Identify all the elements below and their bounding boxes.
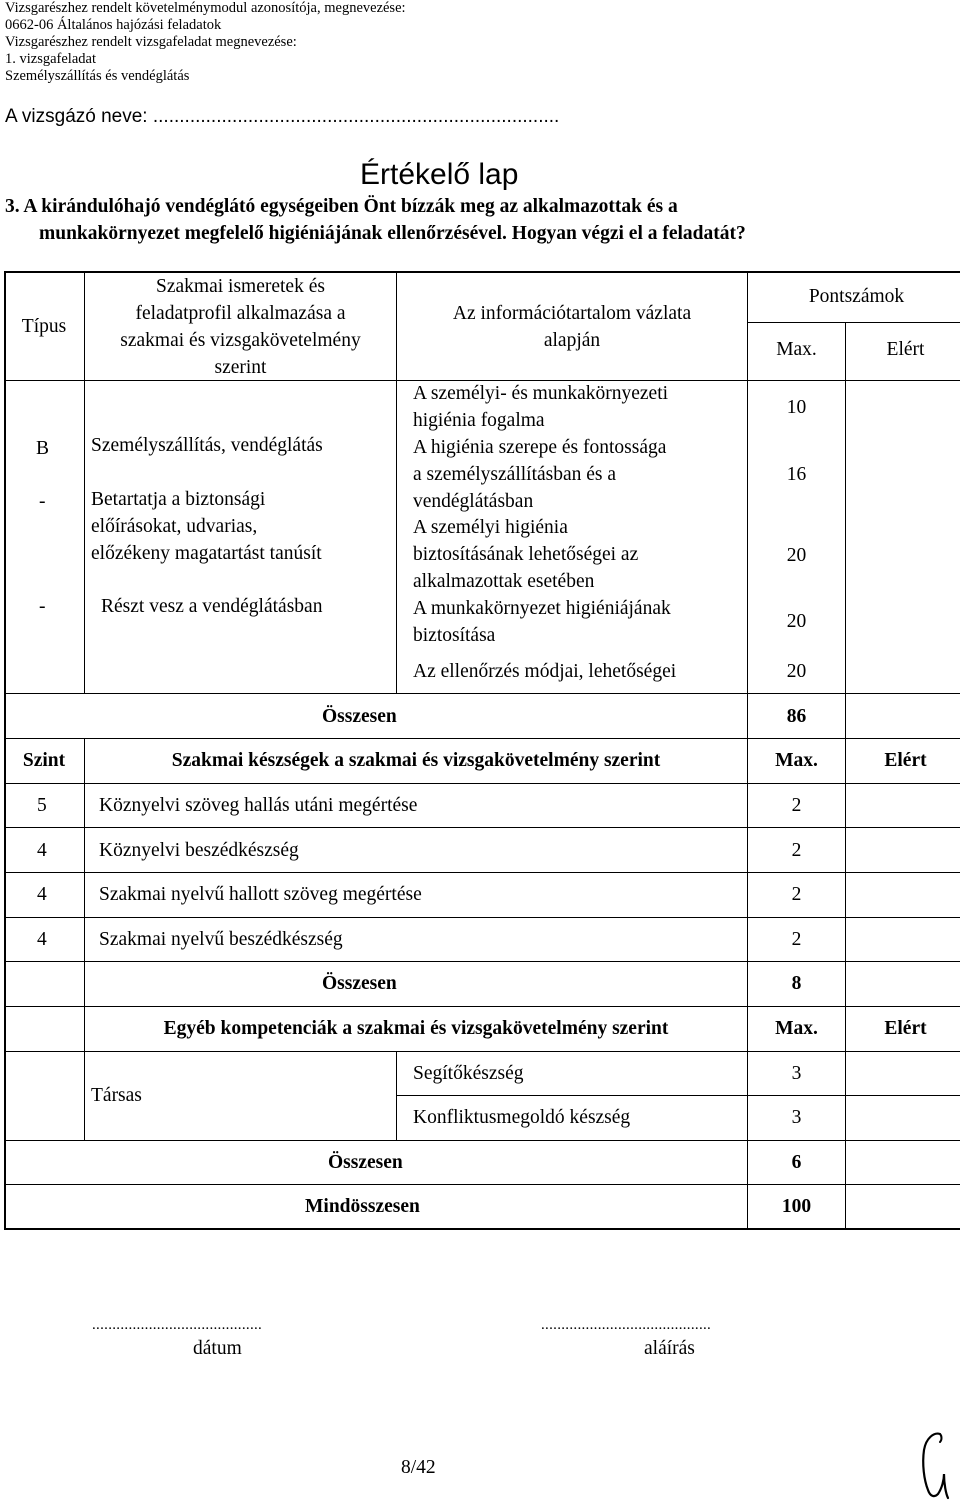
task-name: Személyszállítás és vendéglátás <box>5 68 190 84</box>
col-szakmai-header: Szakmai ismeretek és feladatprofil alkalmazása a szakmai és vizsgakövetelmény szerint <box>120 276 361 378</box>
table3-total-label: Összesen <box>328 1152 403 1173</box>
module-label: Vizsgarészhez rendelt követelménymodul azonosítója, megnevezése: <box>5 0 406 16</box>
col-max-header: Max. <box>775 1018 818 1039</box>
col-skills-header: Szakmai készségek a szakmai és vizsgakövetelmény szerint <box>171 750 661 771</box>
max-value: 20 <box>786 611 807 632</box>
col-info-header: Az információtartalom vázlata alapján <box>452 303 692 351</box>
col-tipus-header: Típus <box>21 316 67 337</box>
col-points-header: Pontszámok <box>808 286 905 307</box>
question-line1: 3. A kirándulóhajó vendéglátó egységeiben Önt bízzák meg az alkalmazottak és a <box>5 196 678 217</box>
date-line: .......................................... <box>92 1317 263 1333</box>
skill-level: 4 <box>37 840 47 861</box>
skill-level: 4 <box>37 929 47 950</box>
task-number: 1. vizsgafeladat <box>5 51 96 67</box>
tipus-dash: - <box>39 596 46 617</box>
max-value: 20 <box>786 545 807 566</box>
table3-total-max: 6 <box>791 1152 802 1173</box>
skill-text: Szakmai nyelvű beszédkészség <box>99 929 343 950</box>
task-label: Vizsgarészhez rendelt vizsgafeladat megnevezése: <box>5 34 297 50</box>
skill-max: 2 <box>791 884 802 905</box>
skill-max: 2 <box>791 795 802 816</box>
page-title: Értékelő lap <box>360 158 519 191</box>
signature-line: .......................................... <box>541 1317 712 1333</box>
handwritten-initial <box>914 1428 958 1502</box>
skill-text: Szakmai nyelvű hallott szöveg megértése <box>99 884 422 905</box>
profile-item: Betartatja a biztonsági előírásokat, udvarias, előzékeny magatartást tanúsít <box>91 489 322 564</box>
tipus-dash: - <box>39 491 46 512</box>
date-label: dátum <box>193 1338 242 1359</box>
info-row: A személyi- és munkakörnyezeti higiénia fogalma <box>413 383 669 431</box>
skill-max: 2 <box>791 840 802 861</box>
skill-text: Köznyelvi beszédkészség <box>99 840 299 861</box>
competency-group: Társas <box>91 1085 142 1106</box>
table2-total-max: 8 <box>791 973 802 994</box>
candidate-name-field: A vizsgázó neve: ............................................................................. <box>5 106 560 127</box>
col-elert-header: Elért <box>884 750 927 771</box>
grand-total-max: 100 <box>781 1196 812 1217</box>
table1-total-max: 86 <box>786 706 807 727</box>
table2-total-label: Összesen <box>322 973 397 994</box>
profile-item: Részt vesz a vendéglátásban <box>101 596 323 617</box>
info-row: A higiénia szerepe és fontossága a személyszállításban és a vendéglátásban <box>413 437 667 512</box>
competency-text: Konfliktusmegoldó készség <box>413 1107 631 1128</box>
page-number: 8/42 <box>401 1457 436 1478</box>
tipus-value: B <box>36 438 50 459</box>
col-elert-header: Elért <box>884 1018 927 1039</box>
col-szint-header: Szint <box>22 750 66 771</box>
col-max-header: Max. <box>776 339 817 360</box>
col-elert-header: Elért <box>886 339 925 360</box>
profile-item: Személyszállítás, vendéglátás <box>91 435 323 456</box>
skill-max: 2 <box>791 929 802 950</box>
competency-text: Segítőkészség <box>413 1063 524 1084</box>
module-name: 0662-06 Általános hajózási feladatok <box>5 17 222 33</box>
signature-label: aláírás <box>644 1338 695 1359</box>
info-row: Az ellenőrzés módjai, lehetőségei <box>413 661 677 682</box>
max-value: 20 <box>786 661 807 682</box>
skill-level: 4 <box>37 884 47 905</box>
competency-max: 3 <box>791 1107 802 1128</box>
skill-level: 5 <box>37 795 47 816</box>
info-row: A munkakörnyezet higiéniájának biztosítása <box>413 598 671 646</box>
table1-total-label: Összesen <box>322 706 397 727</box>
grand-total-label: Mindösszesen <box>305 1196 420 1217</box>
max-value: 10 <box>786 397 807 418</box>
competency-max: 3 <box>791 1063 802 1084</box>
info-row: A személyi higiénia biztosításának lehetőségei az alkalmazottak esetében <box>413 517 639 592</box>
skill-text: Köznyelvi szöveg hallás utáni megértése <box>99 795 418 816</box>
question-line2: munkakörnyezet megfelelő higiéniájának ellenőrzésével. Hogyan végzi el a feladatát? <box>39 223 746 244</box>
max-value: 16 <box>786 464 807 485</box>
col-max-header: Max. <box>775 750 818 771</box>
col-competencies-header: Egyéb kompetenciák a szakmai és vizsgakövetelmény szerint <box>163 1018 669 1039</box>
